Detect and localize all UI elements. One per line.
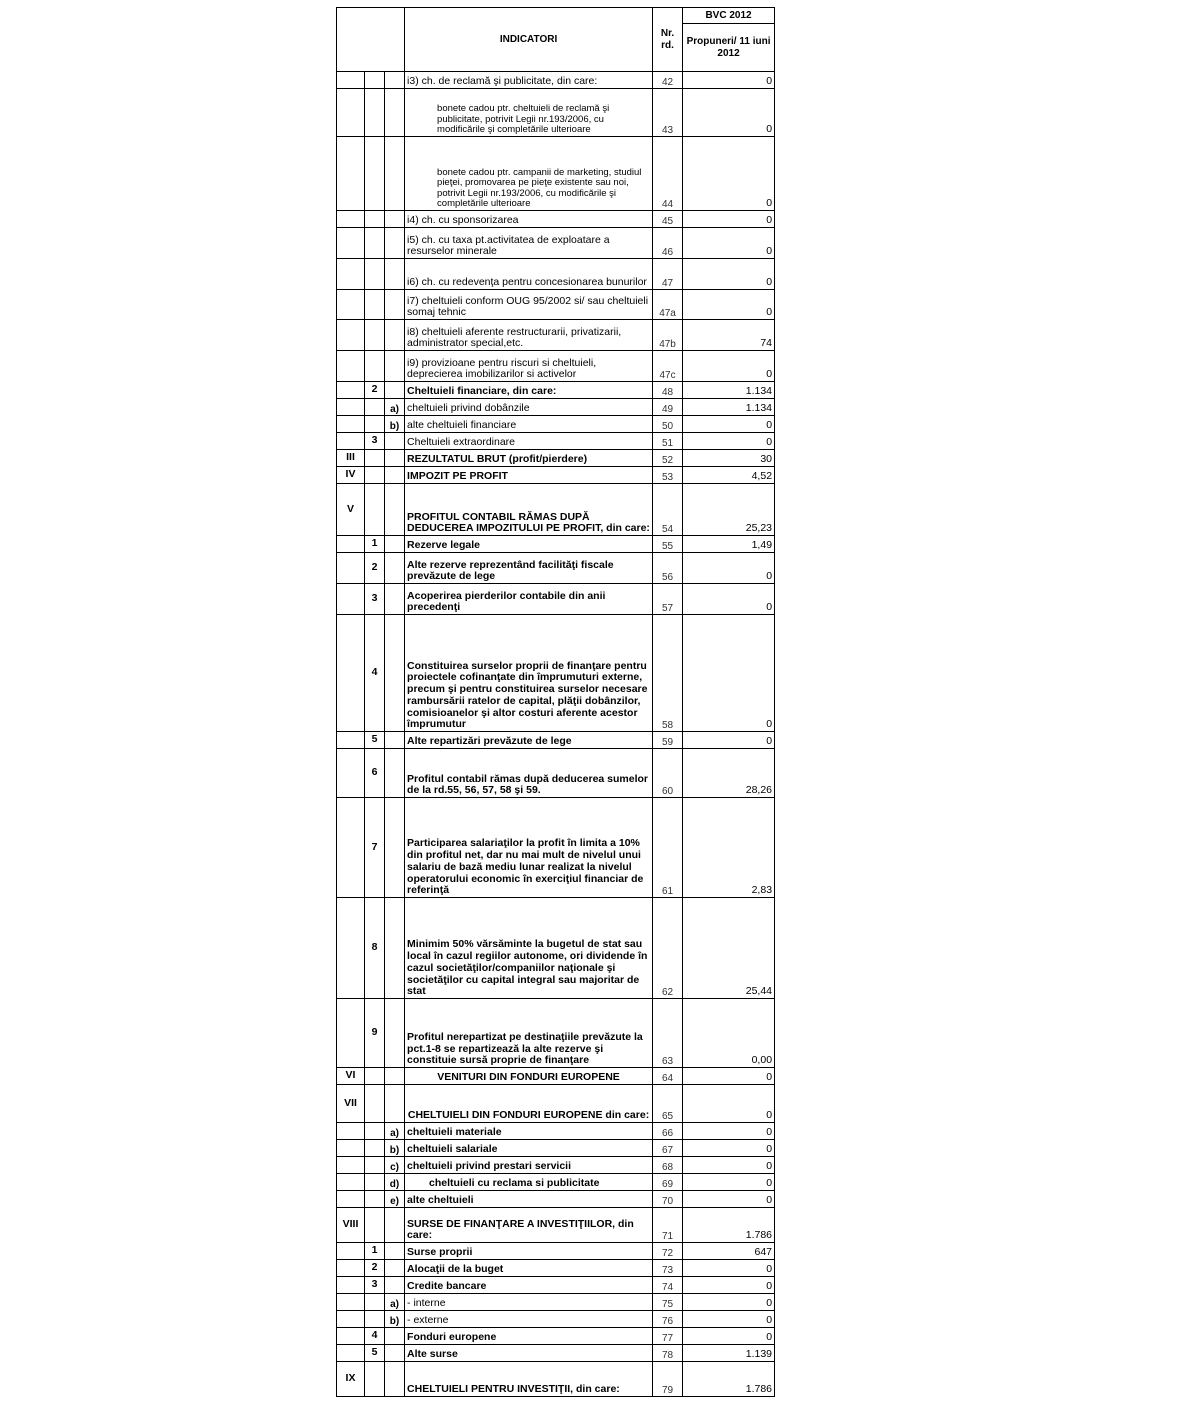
row-arabic-number xyxy=(365,137,385,211)
table-row xyxy=(337,1277,775,1294)
table-row xyxy=(337,1345,775,1362)
row-value: 2,83 xyxy=(683,798,775,898)
row-value: 0 xyxy=(683,1191,775,1208)
row-value: 0 xyxy=(683,1311,775,1328)
table-row xyxy=(337,259,775,290)
row-number: 64 xyxy=(653,1068,683,1085)
table-row xyxy=(337,898,775,999)
row-number: 55 xyxy=(653,536,683,553)
row-indicator-text: i5) ch. cu taxa pt.activitatea de exploatare a resurselor minerale xyxy=(405,228,653,259)
row-letter: c) xyxy=(385,1157,405,1174)
row-number: 58 xyxy=(653,615,683,732)
header-indicatori: INDICATORI xyxy=(405,8,653,72)
row-indicator-text: i8) cheltuieli aferente restructurarii, privatizarii, administrator special,etc. xyxy=(405,320,653,351)
row-indicator-text: cheltuieli materiale xyxy=(405,1123,653,1140)
row-roman-numeral xyxy=(337,1328,365,1345)
row-roman-numeral: IV xyxy=(337,467,365,484)
table-row xyxy=(337,467,775,484)
row-value: 0 xyxy=(683,1328,775,1345)
row-letter xyxy=(385,467,405,484)
table-row xyxy=(337,1068,775,1085)
row-value: 1,49 xyxy=(683,536,775,553)
budget-indicators-table xyxy=(336,7,775,1397)
row-value: 0,00 xyxy=(683,999,775,1068)
row-roman-numeral: VII xyxy=(337,1085,365,1123)
row-roman-numeral: V xyxy=(337,484,365,536)
row-letter xyxy=(385,615,405,732)
row-arabic-number xyxy=(365,228,385,259)
row-letter xyxy=(385,1277,405,1294)
header-bvc: BVC 2012 xyxy=(683,8,775,24)
row-letter: e) xyxy=(385,1191,405,1208)
row-roman-numeral xyxy=(337,749,365,798)
row-letter: b) xyxy=(385,1311,405,1328)
table-row xyxy=(337,399,775,416)
row-letter xyxy=(385,211,405,228)
row-indicator-text: Alte repartizări prevăzute de lege xyxy=(405,732,653,749)
table-row xyxy=(337,1362,775,1397)
row-number: 48 xyxy=(653,382,683,399)
row-number: 60 xyxy=(653,749,683,798)
row-arabic-number xyxy=(365,89,385,137)
row-letter xyxy=(385,999,405,1068)
table-row xyxy=(337,228,775,259)
row-indicator-text: Alocaţii de la buget xyxy=(405,1260,653,1277)
row-indicator-text: cheltuieli privind prestari servicii xyxy=(405,1157,653,1174)
row-indicator-text: i7) cheltuieli conform OUG 95/2002 si/ sau cheltuieli somaj tehnic xyxy=(405,290,653,320)
row-roman-numeral xyxy=(337,416,365,433)
row-arabic-number xyxy=(365,1174,385,1191)
row-value: 30 xyxy=(683,450,775,467)
row-roman-numeral xyxy=(337,732,365,749)
table-row xyxy=(337,1157,775,1174)
row-value: 0 xyxy=(683,228,775,259)
row-indicator-text: alte cheltuieli xyxy=(405,1191,653,1208)
row-roman-numeral xyxy=(337,536,365,553)
row-number: 42 xyxy=(653,72,683,89)
row-roman-numeral xyxy=(337,1140,365,1157)
row-arabic-number xyxy=(365,1157,385,1174)
row-value: 0 xyxy=(683,553,775,584)
row-indicator-text: Constituirea surselor proprii de finanţare pentru proiectele cofinanţate din împrumuturi externe, precum şi pentru constituirea surselor necesare rambursării ratelor de capital, plăţii dobânzilor, comisioanelor şi altor costuri aferente acestor împrumutur xyxy=(405,615,653,732)
row-number: 43 xyxy=(653,89,683,137)
row-indicator-text: i6) ch. cu redevenţa pentru concesionarea bunurilor xyxy=(405,259,653,290)
table-row xyxy=(337,137,775,211)
row-number: 74 xyxy=(653,1277,683,1294)
table-row xyxy=(337,351,775,382)
row-arabic-number: 2 xyxy=(365,382,385,399)
row-indicator-text: SURSE DE FINANŢARE A INVESTIŢIILOR, din care: xyxy=(405,1208,653,1243)
row-number: 51 xyxy=(653,433,683,450)
table-row xyxy=(337,1140,775,1157)
row-roman-numeral xyxy=(337,798,365,898)
row-roman-numeral xyxy=(337,1311,365,1328)
row-indicator-text: i4) ch. cu sponsorizarea xyxy=(405,211,653,228)
row-arabic-number: 2 xyxy=(365,553,385,584)
row-arabic-number: 5 xyxy=(365,732,385,749)
row-arabic-number: 4 xyxy=(365,615,385,732)
row-indicator-text: Profitul contabil rămas după deducerea sumelor de la rd.55, 56, 57, 58 şi 59. xyxy=(405,749,653,798)
row-value: 0 xyxy=(683,1140,775,1157)
row-letter xyxy=(385,89,405,137)
row-roman-numeral xyxy=(337,382,365,399)
row-roman-numeral xyxy=(337,999,365,1068)
table-row xyxy=(337,999,775,1068)
row-value: 1.786 xyxy=(683,1208,775,1243)
row-number: 56 xyxy=(653,553,683,584)
row-value: 0 xyxy=(683,1068,775,1085)
row-roman-numeral xyxy=(337,1294,365,1311)
row-value: 0 xyxy=(683,259,775,290)
row-roman-numeral: IX xyxy=(337,1362,365,1397)
row-arabic-number xyxy=(365,351,385,382)
row-number: 53 xyxy=(653,467,683,484)
row-indicator-text: Surse proprii xyxy=(405,1243,653,1260)
row-letter: a) xyxy=(385,1294,405,1311)
row-arabic-number: 3 xyxy=(365,1277,385,1294)
row-value: 0 xyxy=(683,351,775,382)
row-arabic-number xyxy=(365,1085,385,1123)
table-row xyxy=(337,450,775,467)
row-indicator-text: bonete cadou ptr. cheltuieli de reclamă şi publicitate, potrivit Legii nr.193/2006, cu modificările şi completările ulterioare xyxy=(405,89,653,137)
row-number: 46 xyxy=(653,228,683,259)
row-roman-numeral xyxy=(337,72,365,89)
row-letter xyxy=(385,290,405,320)
row-roman-numeral xyxy=(337,89,365,137)
row-roman-numeral xyxy=(337,1345,365,1362)
row-roman-numeral xyxy=(337,290,365,320)
row-roman-numeral xyxy=(337,211,365,228)
table-row xyxy=(337,749,775,798)
row-letter: d) xyxy=(385,1174,405,1191)
table-row xyxy=(337,1191,775,1208)
row-letter xyxy=(385,798,405,898)
table-row xyxy=(337,484,775,536)
row-roman-numeral xyxy=(337,898,365,999)
row-roman-numeral xyxy=(337,259,365,290)
table-row xyxy=(337,615,775,732)
row-arabic-number xyxy=(365,1362,385,1397)
row-arabic-number: 5 xyxy=(365,1345,385,1362)
row-value: 25,23 xyxy=(683,484,775,536)
row-indicator-text: bonete cadou ptr. campanii de marketing, studiul pieţei, promovarea pe pieţe existente sau noi, potrivit Legii nr.193/2006, cu modificările şi completările ulterioare xyxy=(405,137,653,211)
row-arabic-number xyxy=(365,211,385,228)
row-number: 44 xyxy=(653,137,683,211)
row-number: 77 xyxy=(653,1328,683,1345)
row-letter xyxy=(385,484,405,536)
row-roman-numeral: VI xyxy=(337,1068,365,1085)
row-arabic-number: 7 xyxy=(365,798,385,898)
row-letter xyxy=(385,450,405,467)
row-number: 66 xyxy=(653,1123,683,1140)
row-indicator-text: PROFITUL CONTABIL RĂMAS DUPĂ DEDUCEREA IMPOZITULUI PE PROFIT, din care: xyxy=(405,484,653,536)
row-value: 0 xyxy=(683,1085,775,1123)
row-indicator-text: Participarea salariaţilor la profit în limita a 10% din profitul net, dar nu mai mult de nivelul unui salariu de bază mediu lunar realizat la nivelul operatorului economic în exerciţiul financiar de referinţă xyxy=(405,798,653,898)
row-value: 0 xyxy=(683,137,775,211)
row-indicator-text: Alte surse xyxy=(405,1345,653,1362)
table-body xyxy=(337,72,775,1397)
row-roman-numeral xyxy=(337,615,365,732)
row-value: 0 xyxy=(683,1174,775,1191)
row-arabic-number: 3 xyxy=(365,433,385,450)
header-nr-rd: Nr. rd. xyxy=(653,8,683,72)
row-roman-numeral xyxy=(337,399,365,416)
row-arabic-number xyxy=(365,1140,385,1157)
row-indicator-text: Profitul nerepartizat pe destinaţiile prevăzute la pct.1-8 se repartizează la alte rezerve şi constituie sursă proprie de finanţare xyxy=(405,999,653,1068)
row-number: 65 xyxy=(653,1085,683,1123)
table-row xyxy=(337,732,775,749)
row-number: 50 xyxy=(653,416,683,433)
table-row xyxy=(337,290,775,320)
row-indicator-text: cheltuieli salariale xyxy=(405,1140,653,1157)
row-number: 49 xyxy=(653,399,683,416)
row-value: 0 xyxy=(683,1277,775,1294)
row-arabic-number xyxy=(365,1208,385,1243)
row-letter xyxy=(385,1345,405,1362)
table-row xyxy=(337,798,775,898)
row-letter xyxy=(385,351,405,382)
row-roman-numeral xyxy=(337,1260,365,1277)
row-number: 70 xyxy=(653,1191,683,1208)
row-number: 75 xyxy=(653,1294,683,1311)
row-letter: a) xyxy=(385,399,405,416)
row-value: 0 xyxy=(683,72,775,89)
row-roman-numeral xyxy=(337,584,365,615)
row-arabic-number: 4 xyxy=(365,1328,385,1345)
row-letter xyxy=(385,72,405,89)
row-indicator-text: IMPOZIT PE PROFIT xyxy=(405,467,653,484)
row-value: 0 xyxy=(683,1157,775,1174)
row-arabic-number xyxy=(365,1311,385,1328)
row-roman-numeral xyxy=(337,351,365,382)
row-arabic-number xyxy=(365,320,385,351)
row-indicator-text: Credite bancare xyxy=(405,1277,653,1294)
row-letter xyxy=(385,433,405,450)
row-arabic-number xyxy=(365,399,385,416)
row-value: 0 xyxy=(683,290,775,320)
table-row xyxy=(337,382,775,399)
row-letter xyxy=(385,898,405,999)
row-roman-numeral: VIII xyxy=(337,1208,365,1243)
row-arabic-number xyxy=(365,72,385,89)
row-number: 59 xyxy=(653,732,683,749)
row-letter: b) xyxy=(385,416,405,433)
row-arabic-number: 1 xyxy=(365,536,385,553)
table-row xyxy=(337,320,775,351)
row-value: 1.134 xyxy=(683,382,775,399)
row-number: 57 xyxy=(653,584,683,615)
row-letter: a) xyxy=(385,1123,405,1140)
row-number: 63 xyxy=(653,999,683,1068)
row-value: 1.134 xyxy=(683,399,775,416)
row-roman-numeral xyxy=(337,433,365,450)
row-indicator-text: Acoperirea pierderilor contabile din anii precedenţi xyxy=(405,584,653,615)
row-roman-numeral xyxy=(337,1123,365,1140)
row-number: 47c xyxy=(653,351,683,382)
row-letter xyxy=(385,320,405,351)
row-value: 28,26 xyxy=(683,749,775,798)
row-value: 0 xyxy=(683,416,775,433)
row-number: 47a xyxy=(653,290,683,320)
row-value: 0 xyxy=(683,732,775,749)
row-number: 62 xyxy=(653,898,683,999)
row-arabic-number xyxy=(365,450,385,467)
table-row xyxy=(337,536,775,553)
row-indicator-text: Cheltuieli financiare, din care: xyxy=(405,382,653,399)
row-number: 45 xyxy=(653,211,683,228)
table-row xyxy=(337,72,775,89)
row-indicator-text: cheltuieli privind dobânzile xyxy=(405,399,653,416)
row-letter xyxy=(385,1328,405,1345)
row-arabic-number xyxy=(365,1294,385,1311)
row-roman-numeral xyxy=(337,1174,365,1191)
table-row xyxy=(337,1328,775,1345)
table-row xyxy=(337,1260,775,1277)
row-letter xyxy=(385,749,405,798)
row-number: 78 xyxy=(653,1345,683,1362)
row-letter xyxy=(385,536,405,553)
table-row xyxy=(337,553,775,584)
row-number: 68 xyxy=(653,1157,683,1174)
row-letter xyxy=(385,1068,405,1085)
row-number: 67 xyxy=(653,1140,683,1157)
row-roman-numeral xyxy=(337,1191,365,1208)
row-value: 0 xyxy=(683,615,775,732)
row-indicator-text: - interne xyxy=(405,1294,653,1311)
row-indicator-text: cheltuieli cu reclama si publicitate xyxy=(405,1174,653,1191)
row-value: 647 xyxy=(683,1243,775,1260)
row-arabic-number: 6 xyxy=(365,749,385,798)
row-value: 0 xyxy=(683,433,775,450)
row-roman-numeral: III xyxy=(337,450,365,467)
table-row xyxy=(337,1311,775,1328)
row-roman-numeral xyxy=(337,320,365,351)
row-indicator-text: Minimim 50% vărsăminte la bugetul de stat sau local în cazul regiilor autonome, ori dividende în cazul societăţilor/companiilor naţionale şi societăţilor cu capital integral sau majoritar de stat xyxy=(405,898,653,999)
table-row xyxy=(337,1243,775,1260)
row-value: 1.786 xyxy=(683,1362,775,1397)
row-value: 1.139 xyxy=(683,1345,775,1362)
row-number: 72 xyxy=(653,1243,683,1260)
row-number: 71 xyxy=(653,1208,683,1243)
row-indicator-text: i3) ch. de reclamă şi publicitate, din care: xyxy=(405,72,653,89)
table-row xyxy=(337,89,775,137)
row-letter xyxy=(385,228,405,259)
row-arabic-number xyxy=(365,467,385,484)
row-value: 0 xyxy=(683,211,775,228)
row-roman-numeral xyxy=(337,1277,365,1294)
row-roman-numeral xyxy=(337,228,365,259)
table-row xyxy=(337,433,775,450)
row-value: 0 xyxy=(683,1123,775,1140)
row-indicator-text: Fonduri europene xyxy=(405,1328,653,1345)
row-arabic-number: 9 xyxy=(365,999,385,1068)
row-indicator-text: CHELTUIELI PENTRU INVESTIŢII, din care: xyxy=(405,1362,653,1397)
row-value: 0 xyxy=(683,584,775,615)
row-indicator-text: i9) provizioane pentru riscuri si cheltuieli, deprecierea imobilizarilor si activelor xyxy=(405,351,653,382)
row-value: 74 xyxy=(683,320,775,351)
table-row xyxy=(337,1294,775,1311)
row-letter xyxy=(385,1362,405,1397)
row-number: 73 xyxy=(653,1260,683,1277)
row-arabic-number xyxy=(365,1123,385,1140)
row-letter xyxy=(385,732,405,749)
row-arabic-number: 1 xyxy=(365,1243,385,1260)
table-row xyxy=(337,584,775,615)
row-number: 52 xyxy=(653,450,683,467)
row-number: 76 xyxy=(653,1311,683,1328)
header-propuneri: Propuneri/ 11 iuni 2012 xyxy=(683,24,775,72)
row-letter xyxy=(385,382,405,399)
table-row xyxy=(337,211,775,228)
row-arabic-number xyxy=(365,259,385,290)
header-blank xyxy=(337,8,405,72)
row-arabic-number: 8 xyxy=(365,898,385,999)
row-letter xyxy=(385,1260,405,1277)
row-value: 25,44 xyxy=(683,898,775,999)
row-indicator-text: REZULTATUL BRUT (profit/pierdere) xyxy=(405,450,653,467)
table-row xyxy=(337,1174,775,1191)
row-value: 0 xyxy=(683,89,775,137)
row-letter: b) xyxy=(385,1140,405,1157)
row-letter xyxy=(385,137,405,211)
row-indicator-text: CHELTUIELI DIN FONDURI EUROPENE din care: xyxy=(405,1085,653,1123)
table-row xyxy=(337,416,775,433)
row-letter xyxy=(385,259,405,290)
row-roman-numeral xyxy=(337,553,365,584)
row-number: 69 xyxy=(653,1174,683,1191)
row-arabic-number xyxy=(365,290,385,320)
row-indicator-text: alte cheltuieli financiare xyxy=(405,416,653,433)
row-arabic-number xyxy=(365,1191,385,1208)
row-indicator-text: - externe xyxy=(405,1311,653,1328)
row-number: 54 xyxy=(653,484,683,536)
row-number: 47 xyxy=(653,259,683,290)
row-value: 0 xyxy=(683,1294,775,1311)
row-indicator-text: Rezerve legale xyxy=(405,536,653,553)
row-number: 61 xyxy=(653,798,683,898)
table-row xyxy=(337,1123,775,1140)
row-arabic-number xyxy=(365,416,385,433)
row-indicator-text: Cheltuieli extraordinare xyxy=(405,433,653,450)
row-indicator-text: Alte rezerve reprezentând facilităţi fiscale prevăzute de lege xyxy=(405,553,653,584)
row-arabic-number xyxy=(365,484,385,536)
table-row xyxy=(337,1085,775,1123)
row-letter xyxy=(385,1208,405,1243)
row-roman-numeral xyxy=(337,137,365,211)
row-letter xyxy=(385,1085,405,1123)
row-letter xyxy=(385,553,405,584)
table-row xyxy=(337,1208,775,1243)
row-indicator-text: VENITURI DIN FONDURI EUROPENE xyxy=(405,1068,653,1085)
row-arabic-number xyxy=(365,1068,385,1085)
row-number: 47b xyxy=(653,320,683,351)
row-arabic-number: 3 xyxy=(365,584,385,615)
row-letter xyxy=(385,1243,405,1260)
row-letter xyxy=(385,584,405,615)
row-value: 0 xyxy=(683,1260,775,1277)
row-number: 79 xyxy=(653,1362,683,1397)
row-value: 4,52 xyxy=(683,467,775,484)
row-roman-numeral xyxy=(337,1157,365,1174)
row-roman-numeral xyxy=(337,1243,365,1260)
row-arabic-number: 2 xyxy=(365,1260,385,1277)
